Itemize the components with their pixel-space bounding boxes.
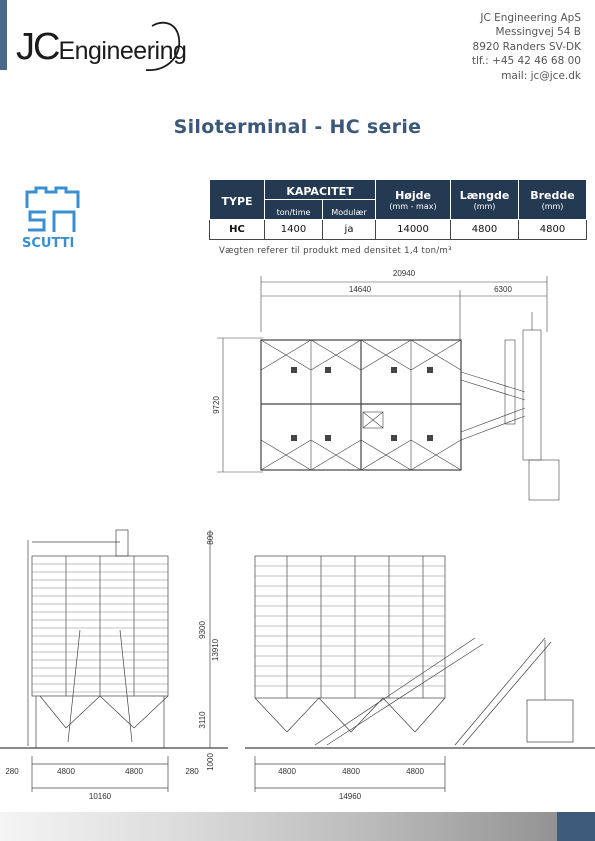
dim-top: 800: [206, 531, 215, 545]
cell-type: HC: [210, 220, 265, 240]
dim-total-length: 20940: [392, 269, 416, 278]
company-phone: tlf.: +45 42 46 68 00: [471, 55, 581, 68]
company-name: JC Engineering ApS: [480, 12, 581, 24]
logo-swoosh: [138, 14, 186, 76]
logo-word: Engineering: [58, 37, 187, 65]
top-view-drawing: [205, 260, 595, 520]
density-note: Vægten referer til produkt med densitet 1,4 ton/m³: [219, 246, 452, 256]
logo-initials: JC: [16, 26, 59, 68]
dim-side: 9720: [212, 396, 221, 414]
header-type: TYPE: [210, 180, 265, 220]
dim-rb3: 4800: [406, 767, 424, 776]
dim-rb1: 4800: [278, 767, 296, 776]
company-mail: mail: jc@jce.dk: [501, 69, 581, 82]
scutti-logo-word: SCUTTI: [22, 236, 75, 251]
header-height: Højde (mm - max): [376, 180, 451, 220]
dim-right-length: 6300: [494, 285, 512, 294]
right-elevation-drawing: [245, 520, 595, 805]
dim-b3: 4800: [125, 767, 143, 776]
dim-low: 3110: [198, 711, 207, 729]
left-elevation-drawing: [0, 520, 230, 805]
dim-left-length: 14640: [348, 285, 372, 294]
dim-foot: 1000: [206, 753, 215, 771]
header-accent-bar: [0, 0, 7, 70]
header-length: Længde (mm): [451, 180, 519, 220]
footer-accent-block: [557, 812, 595, 841]
cell-width: 4800: [519, 220, 587, 240]
cell-capacity: 1400: [265, 220, 323, 240]
cell-length: 4800: [451, 220, 519, 240]
company-address: [472, 11, 581, 83]
footer-bar: [0, 812, 595, 841]
header-modular: Modulær: [323, 200, 376, 220]
company-street: Messingvej 54 B: [495, 26, 581, 39]
company-city: 8920 Randers SV-DK: [472, 40, 581, 53]
cell-modular: ja: [323, 220, 376, 240]
header-capacity-unit: ton/time: [265, 200, 323, 220]
dim-total-height: 13910: [211, 638, 220, 662]
scutti-logo-icon: [24, 186, 82, 236]
dim-b2: 4800: [57, 767, 75, 776]
dim-total-width: 10160: [88, 792, 112, 801]
cell-height: 14000: [376, 220, 451, 240]
dim-rb2: 4800: [342, 767, 360, 776]
table-row: [210, 220, 587, 240]
header-capacity: KAPACITET: [265, 180, 376, 200]
dim-rtotal-width: 14960: [338, 792, 362, 801]
dim-mid: 9300: [198, 621, 207, 639]
spec-table: [209, 179, 587, 240]
page-title: Siloterminal - HC serie: [173, 116, 422, 138]
dim-b1: 280: [5, 767, 19, 776]
header-width: Bredde (mm): [519, 180, 587, 220]
dim-b4: 280: [185, 767, 199, 776]
